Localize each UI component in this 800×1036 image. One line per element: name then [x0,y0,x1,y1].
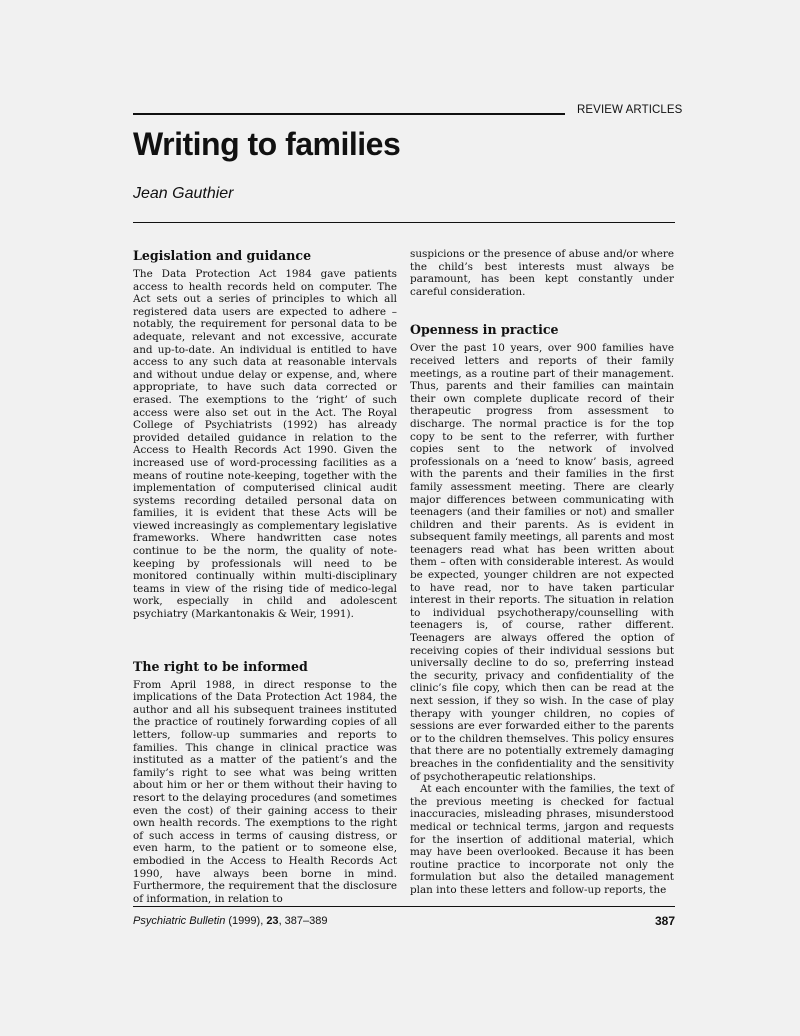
heading-openness: Openness in practice [410,322,559,338]
article-title: Writing to families [133,126,401,162]
journal-pages: , 387–389 [278,915,328,927]
right-column [410,248,674,897]
heading-legislation: Legislation and guidance [133,248,312,263]
journal-year: (1999), [228,915,264,927]
journal-name: Psychiatric Bulletin [133,915,226,927]
paragraph-openness-1: Over the past 10 years, over 900 families have received letters and reports of their family meetings, as a routine part of their management. Thus, parents and their families can maintain their own complete duplicate record of their therapeutic progress from assessment to discharge. The normal practice is for the top copy to be sent to the referrer, with further copies sent to the network of involved professionals on a ‘need to know’ basis, agreed with the parents and their families in the first family assessment meeting. There are clearly major differences between communicating with teenagers (and their families or not) and smaller children and their parents. As is evident in subsequent family meetings, all parents and most teenagers read what has been written about them – often with considerable interest. As would be expected, younger children are not expected to have read, nor to have taken particular interest in their reports. The situation in relation to individual psychotherapy/counselling with teenagers is, of course, rather different. Teenagers are always offered the option of receiving copies of their individual sessions but universally decline to do so, preferring instead the security, privacy and confidentiality of the clinic’s file copy, which then can be read at the next session, if they so wish. In the case of play therapy with younger children, no copies of sessions are ever forwarded either to the parents or to the children themselves. This policy ensures that there are no potentially extremely damaging breaches in the confidentiality and the sensitivity of psychotherapeutic relationships. [410,342,674,783]
paragraph-legislation: The Data Protection Act 1984 gave patients access to health records held on computer. The Act sets out a series of principles to which all registered data users are expected to adhere – notably, the requirement for personal data to be adequate, relevant and not excessive, accurate and up-to-date. An individual is entitled to have access to any such data at reasonable intervals and without undue delay or expense, and, where appropriate, to have such data corrected or erased. The exemptions to the ‘right’ of such access were also set out in the Act. The Royal College of Psychiatrists (1992) has already provided detailed guidance in relation to the Access to Health Records Act 1990. Given the increased use of word-processing facilities as a means of routine note-keeping, together with the implementation of computerised clinical audit systems recording detailed personal data on families, it is evident that these Acts will be viewed increasingly as complementary legislative frameworks. Where handwritten case notes continue to be the norm, the quality of note-keeping by professionals will need to be monitored continually within multi-disciplinary teams in view of the rising tide of medico-legal work, especially in child and adolescent psychiatry (Markantonakis & Weir, 1991). [133,268,397,621]
paragraph-openness-2: At each encounter with the families, the text of the previous meeting is checked for factual inaccuracies, misleading phrases, misunderstood medical or technical terms, jargon and requests for the insertion of additional material, which may have been overlooked. Because it has been routine practice to incorporate not only the formulation but also the detailed management plan into these letters and follow-up reports, the [410,783,674,896]
footer-rule [133,906,675,907]
footer-citation [133,915,328,927]
page-number: 387 [654,914,675,928]
article-author: Jean Gauthier [133,185,234,202]
section-gap [410,298,674,322]
journal-volume: 23 [266,915,279,927]
section-label: REVIEW ARTICLES [577,104,683,116]
header-rule [133,113,565,115]
paragraph-right-continued: suspicions or the presence of abuse and/or where the child’s best interests must always be paramount, has been kept constantly under careful consideration. [410,248,674,298]
paragraph-right-to-be-informed: From April 1988, in direct response to the implications of the Data Protection Act 1984, the author and all his subsequent trainees instituted the practice of routinely forwarding copies of all letters, follow-up summaries and reports to families. This change in clinical practice was instituted as a matter of the patient’s and the family’s right to see what was being written about him or her or them without their having to resort to the delaying procedures (and sometimes even the cost) of their gaining access to their own health records. The exemptions to the right of such access in terms of causing distress, or even harm, to the patient or to someone else, embodied in the Access to Health Records Act 1990, have always been borne in mind. Furthermore, the requirement that the disclosure of information, in relation to [133,678,397,905]
left-column [133,248,397,905]
heading-right-to-be-informed: The right to be informed [133,658,308,674]
section-gap [133,621,397,659]
title-rule [133,222,675,223]
